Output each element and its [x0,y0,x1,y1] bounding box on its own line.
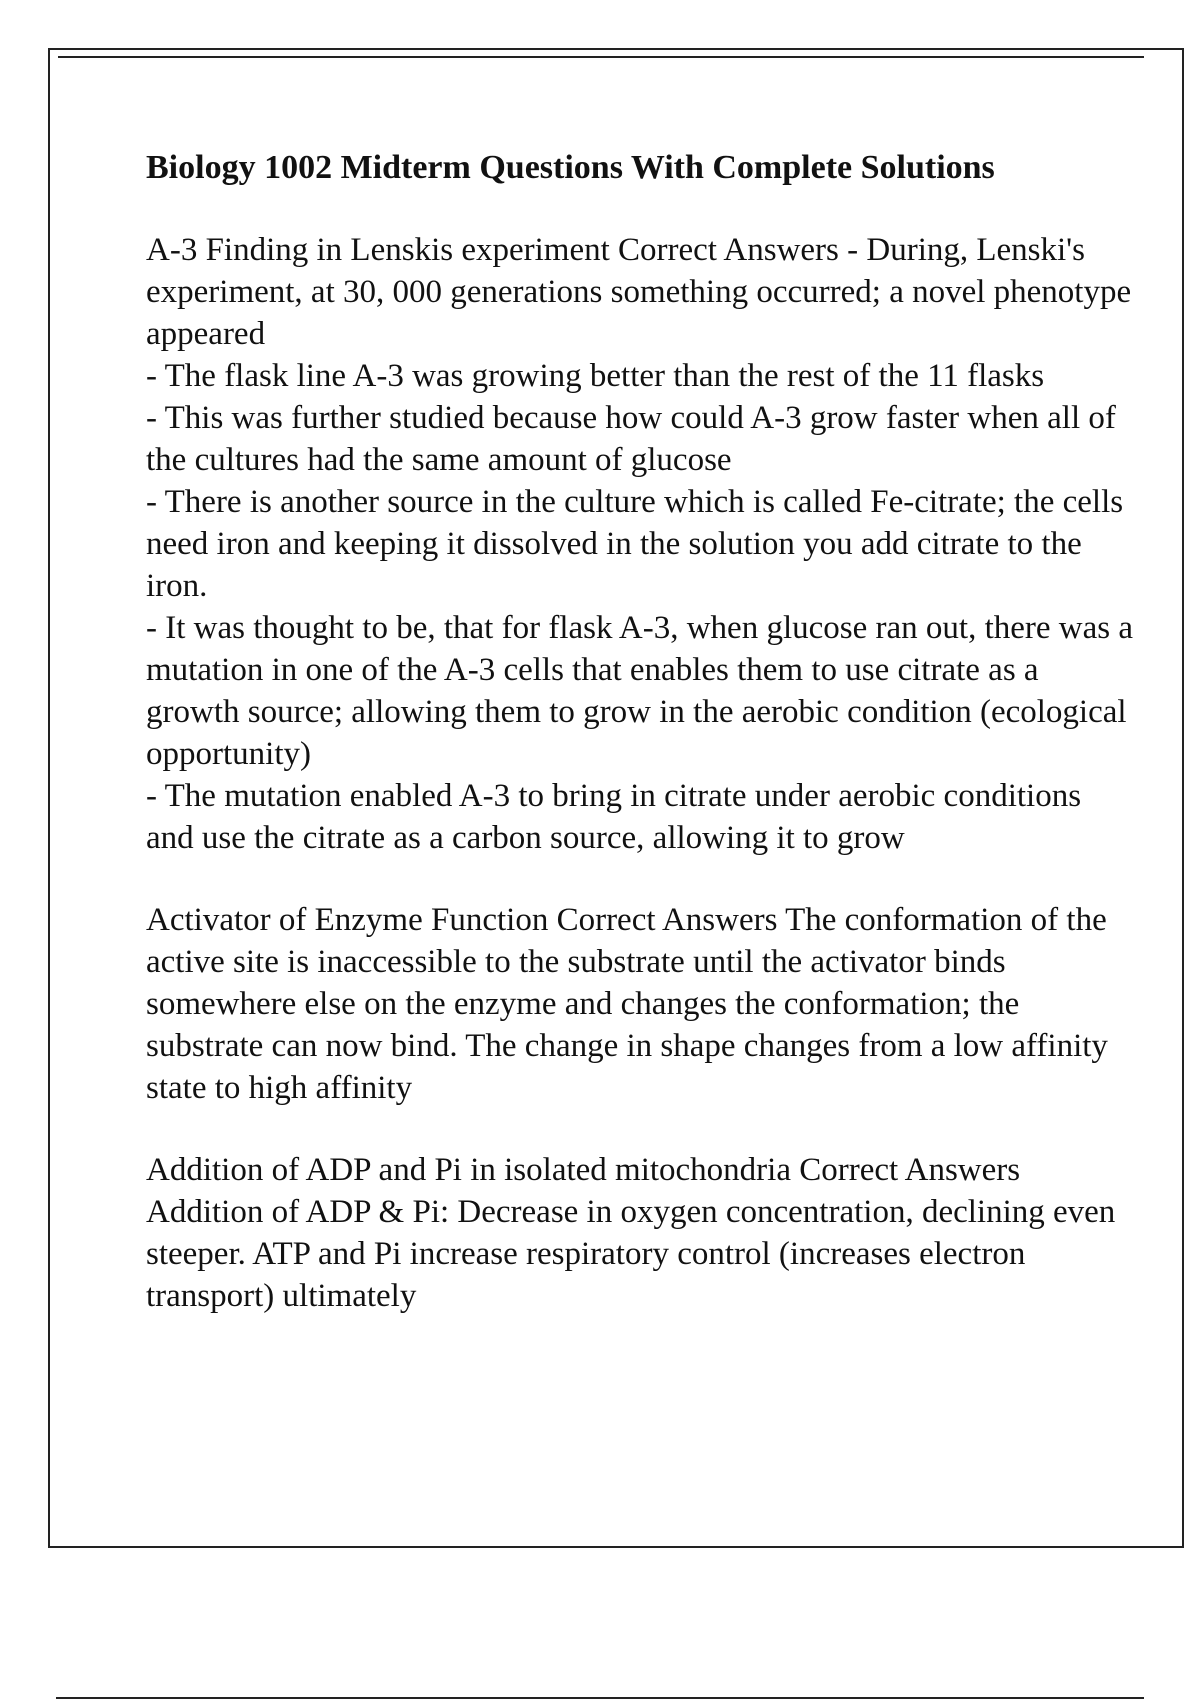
bottom-rule-divider [56,1697,1144,1699]
qa-entry-lenski [146,229,1136,859]
qa-line: - This was further studied because how could A-3 grow faster when all of the cultures had the same amount of glucose [146,400,1116,478]
qa-line: - There is another source in the culture which is called Fe-citrate; the cells need iron and keeping it dissolved in the solution you add citrate to the iron. [146,484,1124,604]
qa-line: - The mutation enabled A-3 to bring in citrate under aerobic conditions and use the citrate as a carbon source, allowing it to grow [146,778,1082,856]
qa-line: Activator of Enzyme Function Correct Answers The conformation of the active site is inaccessible to the substrate until the activator binds somewhere else on the enzyme and changes the conformation; the substrate can now bind. The change in shape changes from a low affinity state to high affinity [146,902,1108,1106]
qa-line: A-3 Finding in Lenskis experiment Correct Answers - During, Lenski's experiment, at 30, 000 generations something occurred; a novel phenotype appeared [146,232,1132,352]
qa-line: Addition of ADP and Pi in isolated mitochondria Correct Answers Addition of ADP & Pi: Decrease in oxygen concentration, declining even steeper. ATP and Pi increase respiratory control (increases electron transport) ultimately [146,1152,1116,1314]
qa-line: - It was thought to be, that for flask A-3, when glucose ran out, there was a mutation in one of the A-3 cells that enables them to use citrate as a growth source; allowing them to grow in the aerobic condition (ecological opportunity) [146,610,1133,772]
document-title: Biology 1002 Midterm Questions With Complete Solutions [146,149,995,186]
document-body [146,147,1136,1357]
qa-line: - The flask line A-3 was growing better than the rest of the 11 flasks [146,358,1045,394]
qa-entry-adp-pi [146,1149,1136,1317]
page-frame [48,48,1184,1548]
top-rule-divider [58,56,1144,58]
qa-entry-activator [146,899,1136,1109]
